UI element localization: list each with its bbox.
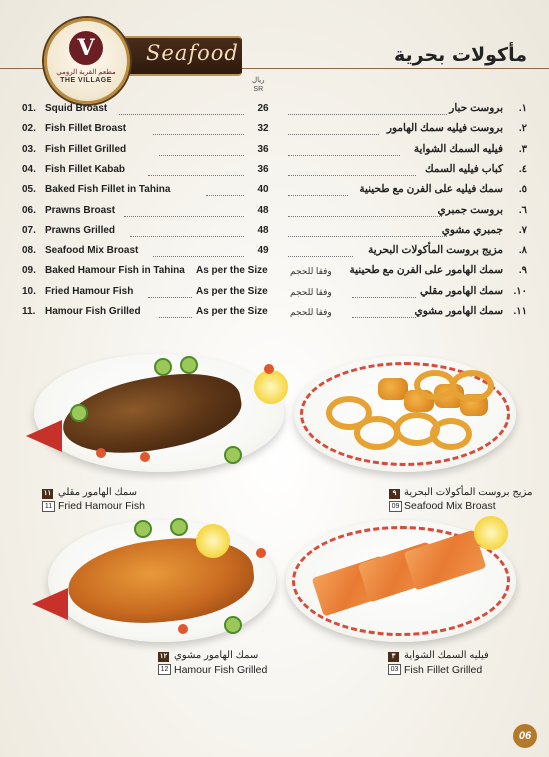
menu-item [0,262,549,282]
logo-name-ar: مطعم القرية الرومي [56,69,116,76]
item-name-ar: سمك الهامور مشوي [414,305,503,317]
item-name-en: Baked Fish Fillet in Tahina [45,184,171,196]
item-name-ar: سمك الهامور مقلي [420,284,503,297]
dish-badge-ar: ٣ [388,652,399,662]
item-name-ar: سمك الهامور على الفرن مع طحينية [349,264,503,277]
item-number-ar: ٢. [518,123,527,135]
squid-ring [354,416,400,450]
item-price: As per the Size [196,285,268,297]
menu-item [0,141,549,161]
menu-item [0,181,549,201]
dish-caption-en: Fish Fillet Grilled [404,664,483,676]
item-number: 10. [22,285,36,297]
item-name-ar: بروست جمبري [437,203,503,216]
item-name-en: Fish Fillet Broast [45,123,127,135]
tomato-garnish [264,364,274,374]
dish-caption-en: Hamour Fish Grilled [174,664,268,676]
leader-dots [206,195,244,196]
item-number: 08. [22,245,36,257]
leader-dots [153,256,244,257]
squid-ring [430,418,472,450]
leader-dots [288,114,447,115]
currency-ar: ريال [252,77,265,84]
item-number: 02. [22,123,36,135]
leader-dots [124,216,244,217]
item-name-en: Fish Fillet Grilled [45,143,127,155]
dish-caption-ar: سمك الهامور مشوي [174,650,259,661]
leader-dots [119,114,244,115]
item-price: As per the Size [196,265,268,277]
dish-caption-ar: مزيج بروست المأكولات البحرية [404,487,533,498]
item-number: 07. [22,224,36,236]
leader-dots [153,134,244,135]
item-number-ar: ٣. [518,143,527,155]
menu-item [0,161,549,181]
item-number: 01. [22,103,36,114]
item-price: 36 [257,163,269,175]
item-number-ar: ٥. [518,184,527,196]
item-name-en: Baked Hamour Fish in Tahina [45,265,185,277]
item-price: 40 [257,184,269,196]
cucumber-garnish [134,520,152,538]
tomato-garnish [256,548,266,558]
item-name-en: Hamour Fish Grilled [45,306,141,317]
item-number: 09. [22,265,36,277]
item-name-ar: سمك فيليه على الفرن مع طحينية [359,183,503,196]
item-name-en: Squid Broast [45,103,108,114]
dish-badge-ar: ١١ [43,490,52,497]
item-price-ar: وفقا للحجم [290,307,332,317]
dish-hamour-grilled [28,516,278,646]
item-name-ar: كباب فيليه السمك [425,162,503,175]
lemon-garnish [254,370,288,404]
item-price: 48 [257,224,269,236]
logo-letter: V [69,31,103,65]
item-name-ar: فيليه السمك الشواية [413,142,503,155]
leader-dots [352,297,416,298]
dish-badge-en: 09 [389,501,402,512]
dish-fried-hamour [24,352,286,482]
item-name-en: Prawns Broast [45,204,116,216]
item-number: 03. [22,143,36,155]
dish-badge-ar: ١٢ [159,653,168,660]
cucumber-garnish [70,404,88,422]
currency-en: SR [253,86,264,93]
menu-item [0,303,549,323]
tomato-garnish [96,448,106,458]
leader-dots [159,155,244,156]
page-number: 06 [513,724,537,748]
item-name-en: Fish Fillet Kabab [45,163,126,175]
leader-dots [288,155,400,156]
tomato-garnish [140,452,150,462]
leader-dots [288,256,353,257]
item-price: 32 [257,123,269,135]
item-number-ar: ١. [518,103,527,114]
leader-dots [288,216,442,217]
logo-name-en: THE VILLAGE [60,77,112,84]
leader-dots [288,195,348,196]
currency-label [252,76,265,94]
dish-badge-en: 12 [158,664,171,675]
cucumber-garnish [170,518,188,536]
leader-dots [148,297,192,298]
item-price-ar: وفقا للحجم [290,286,332,297]
leader-dots [130,236,244,237]
leader-dots [352,317,416,318]
dish-fillet-grilled [286,514,522,646]
item-number-ar: ٩. [518,265,527,277]
menu-item [0,222,549,242]
item-name-en: Fried Hamour Fish [45,285,134,297]
item-number-ar: ١١. [513,306,527,317]
fish-tail [32,588,68,620]
fish-tail [26,420,62,452]
menu-item [0,242,549,262]
cucumber-garnish [180,356,198,374]
item-price-ar: وفقا للحجم [290,266,332,277]
leader-dots [288,134,379,135]
dish-badge-en: 03 [388,664,401,675]
dish-caption-en: Seafood Mix Broast [404,500,496,512]
cucumber-garnish [154,358,172,376]
dish-badge-en: 11 [42,501,55,512]
item-number-ar: ٦. [518,204,527,216]
item-number: 06. [22,204,36,216]
item-price: 36 [257,143,269,155]
leader-dots [148,175,244,176]
item-number: 11. [22,306,36,317]
section-title-en: Seafood [146,41,239,65]
item-number-ar: ١٠. [513,285,527,297]
item-number: 04. [22,163,36,175]
dish-badge-ar: ٩ [389,489,400,499]
dish-seafood-mix [294,356,520,476]
menu-item [0,283,549,303]
item-number-ar: ٧. [518,224,527,236]
leader-dots [288,175,416,176]
leader-dots [159,317,192,318]
item-price: 48 [257,204,269,216]
item-price: As per the Size [196,306,268,317]
dish-caption-ar: سمك الهامور مقلي [58,487,138,498]
item-name-ar: مزيج بروست المأكولات البحرية [368,244,503,257]
dish-caption-en: Fried Hamour Fish [58,500,145,512]
item-name-en: Seafood Mix Broast [45,245,139,257]
item-name-ar: بروست حبار [449,102,503,114]
item-number: 05. [22,184,36,196]
item-price: 49 [257,245,269,257]
tomato-garnish [178,624,188,634]
menu-item [0,100,549,120]
item-name-en: Prawns Grilled [45,224,116,236]
menu-item [0,202,549,222]
lemon-garnish [474,516,508,550]
leader-dots [288,236,447,237]
lemon-garnish [196,524,230,558]
cucumber-garnish [224,446,242,464]
item-number-ar: ٤. [518,163,527,175]
item-name-ar: بروست فيليه سمك الهامور [386,122,503,135]
item-price: 26 [257,103,269,114]
squid-ring [450,370,494,402]
dish-caption-ar: فيليه السمك الشواية [404,650,489,661]
menu-item [0,120,549,140]
cucumber-garnish [224,616,242,634]
item-name-ar: جمبري مشوي [441,223,503,236]
item-number-ar: ٨. [518,245,527,257]
restaurant-logo [44,18,130,104]
section-title-ar: مأكولات بحرية [393,44,527,66]
